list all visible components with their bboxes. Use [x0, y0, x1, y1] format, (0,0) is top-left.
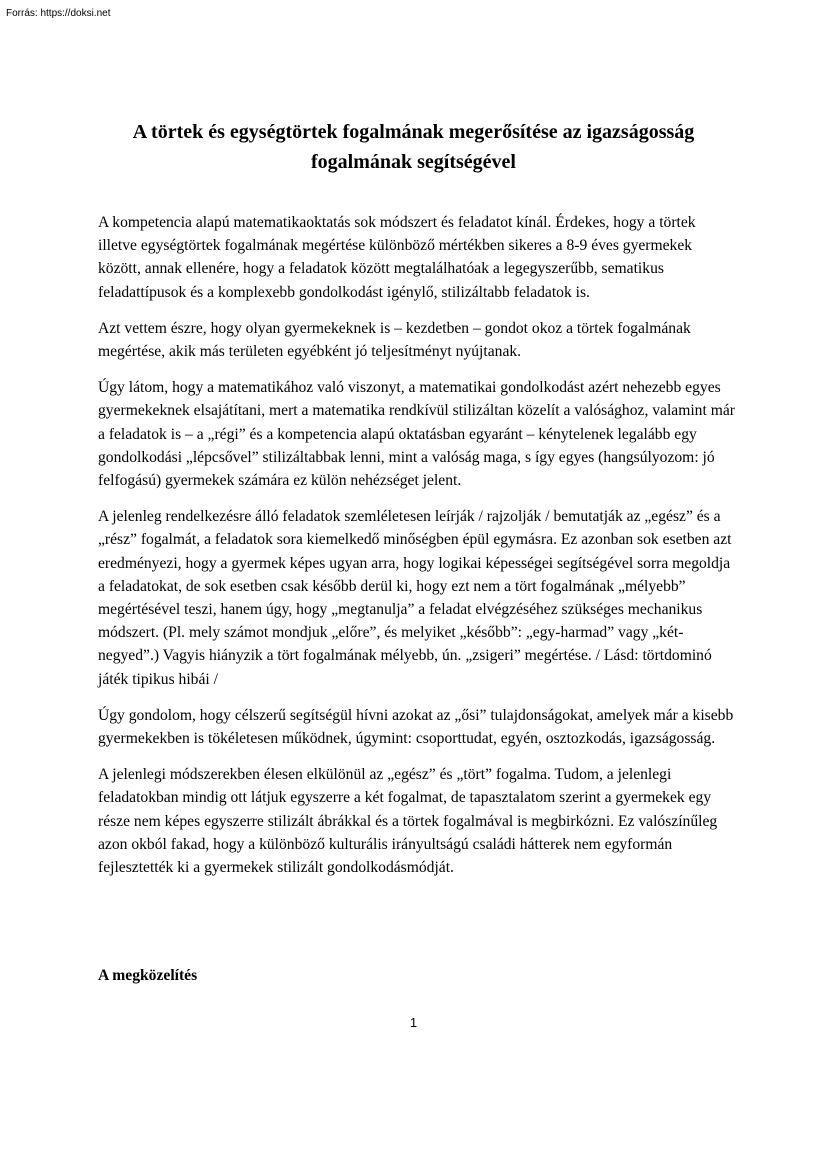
document-body	[98, 211, 738, 892]
paragraph: Úgy látom, hogy a matematikához való viszonyt, a matematikai gondolkodást azért nehezebb egyes gyermekeknek elsajátítani, mert a matematika rendkívül stilizáltan közelít a valósághoz, valamint már a feladatok is – a „régi” és a kompetencia alapú oktatásban egyaránt – kénytelenek legalább egy gondolkodási „lépcsővel” stilizáltabbak lenni, mint a valóság maga, s így egyes (hangsúlyozom: jó felfogású) gyermekek számára ez külön nehézséget jelent.	[98, 379, 735, 490]
section-heading: A megközelítés	[98, 967, 198, 984]
page-number: 1	[409, 1015, 418, 1030]
paragraph: Azt vettem észre, hogy olyan gyermekeknek is – kezdetben – gondot okoz a törtek fogalmának megértése, akik más területen egyébként jó teljesítményt nyújtanak.	[98, 319, 691, 361]
source-note: Forrás: https://doksi.net	[6, 8, 111, 19]
paragraph: A jelenlegi módszerekben élesen elkülönül az „egész” és „tört” fogalma. Tudom, a jelenlegi feladatokban mindig ott látjuk egyszerre a két fogalmat, de tapasztalatom szerint a gyermekek egy része nem képes egyszerre stilizált ábrákkal és a törtek fogalmával is megbirkózni. Ez valószínűleg azon okból fakad, hogy a különböző kulturális irányultságú családi hátterek nem egyformán fejlesztették ki a gyermekek stilizált gondolkodásmódját.	[98, 766, 718, 877]
paragraph: Úgy gondolom, hogy célszerű segítségül hívni azokat az „ősi” tulajdonságokat, amelyek már a kisebb gyermekekben is tökéletesen működnek, úgymint: csoporttudat, egyén, osztozkodás, igazságosság.	[98, 706, 734, 748]
page-title: A törtek és egységtörtek fogalmának megerősítése az igazságosság fogalmának segítségével	[132, 121, 695, 173]
paragraph: A kompetencia alapú matematikaoktatás sok módszert és feladatot kínál. Érdekes, hogy a törtek illetve egységtörtek fogalmának megértése különböző mértékben sikeres a 8-9 éves gyermekek között, annak ellenére, hogy a feladatok között megtalálhatóak a legegyszerűbb, sematikus feladattípusok és a komplexebb gondolkodást igénylő, stilizáltabb feladatok is.	[98, 214, 696, 301]
paragraph: A jelenleg rendelkezésre álló feladatok szemléletesen leírják / rajzolják / bemutatják az „egész” és a „rész” fogalmát, a feladatok sora kiemelkedő minőségben épül egymásra. Ez azonban sok esetben azt eredményezi, hogy a gyermek képes ugyan arra, hogy logikai képességei segítségével sorra megoldja a feladatokat, de sok esetben csak később derül ki, hogy ezt nem a tört fogalmának „mélyebb” megértésével teszi, hanem úgy, hogy „megtanulja” a feladat elvégzéséhez szükséges mechanikus módszert. (Pl. mely számot mondjuk „előre”, és melyiket „később”: „egy-harmad” vagy „két-negyed”.) Vagyis hiányzik a tört fogalmának mélyebb, ún. „zsigeri” megértése. / Lásd: törtdominó játék tipikus hibái /	[98, 508, 732, 688]
